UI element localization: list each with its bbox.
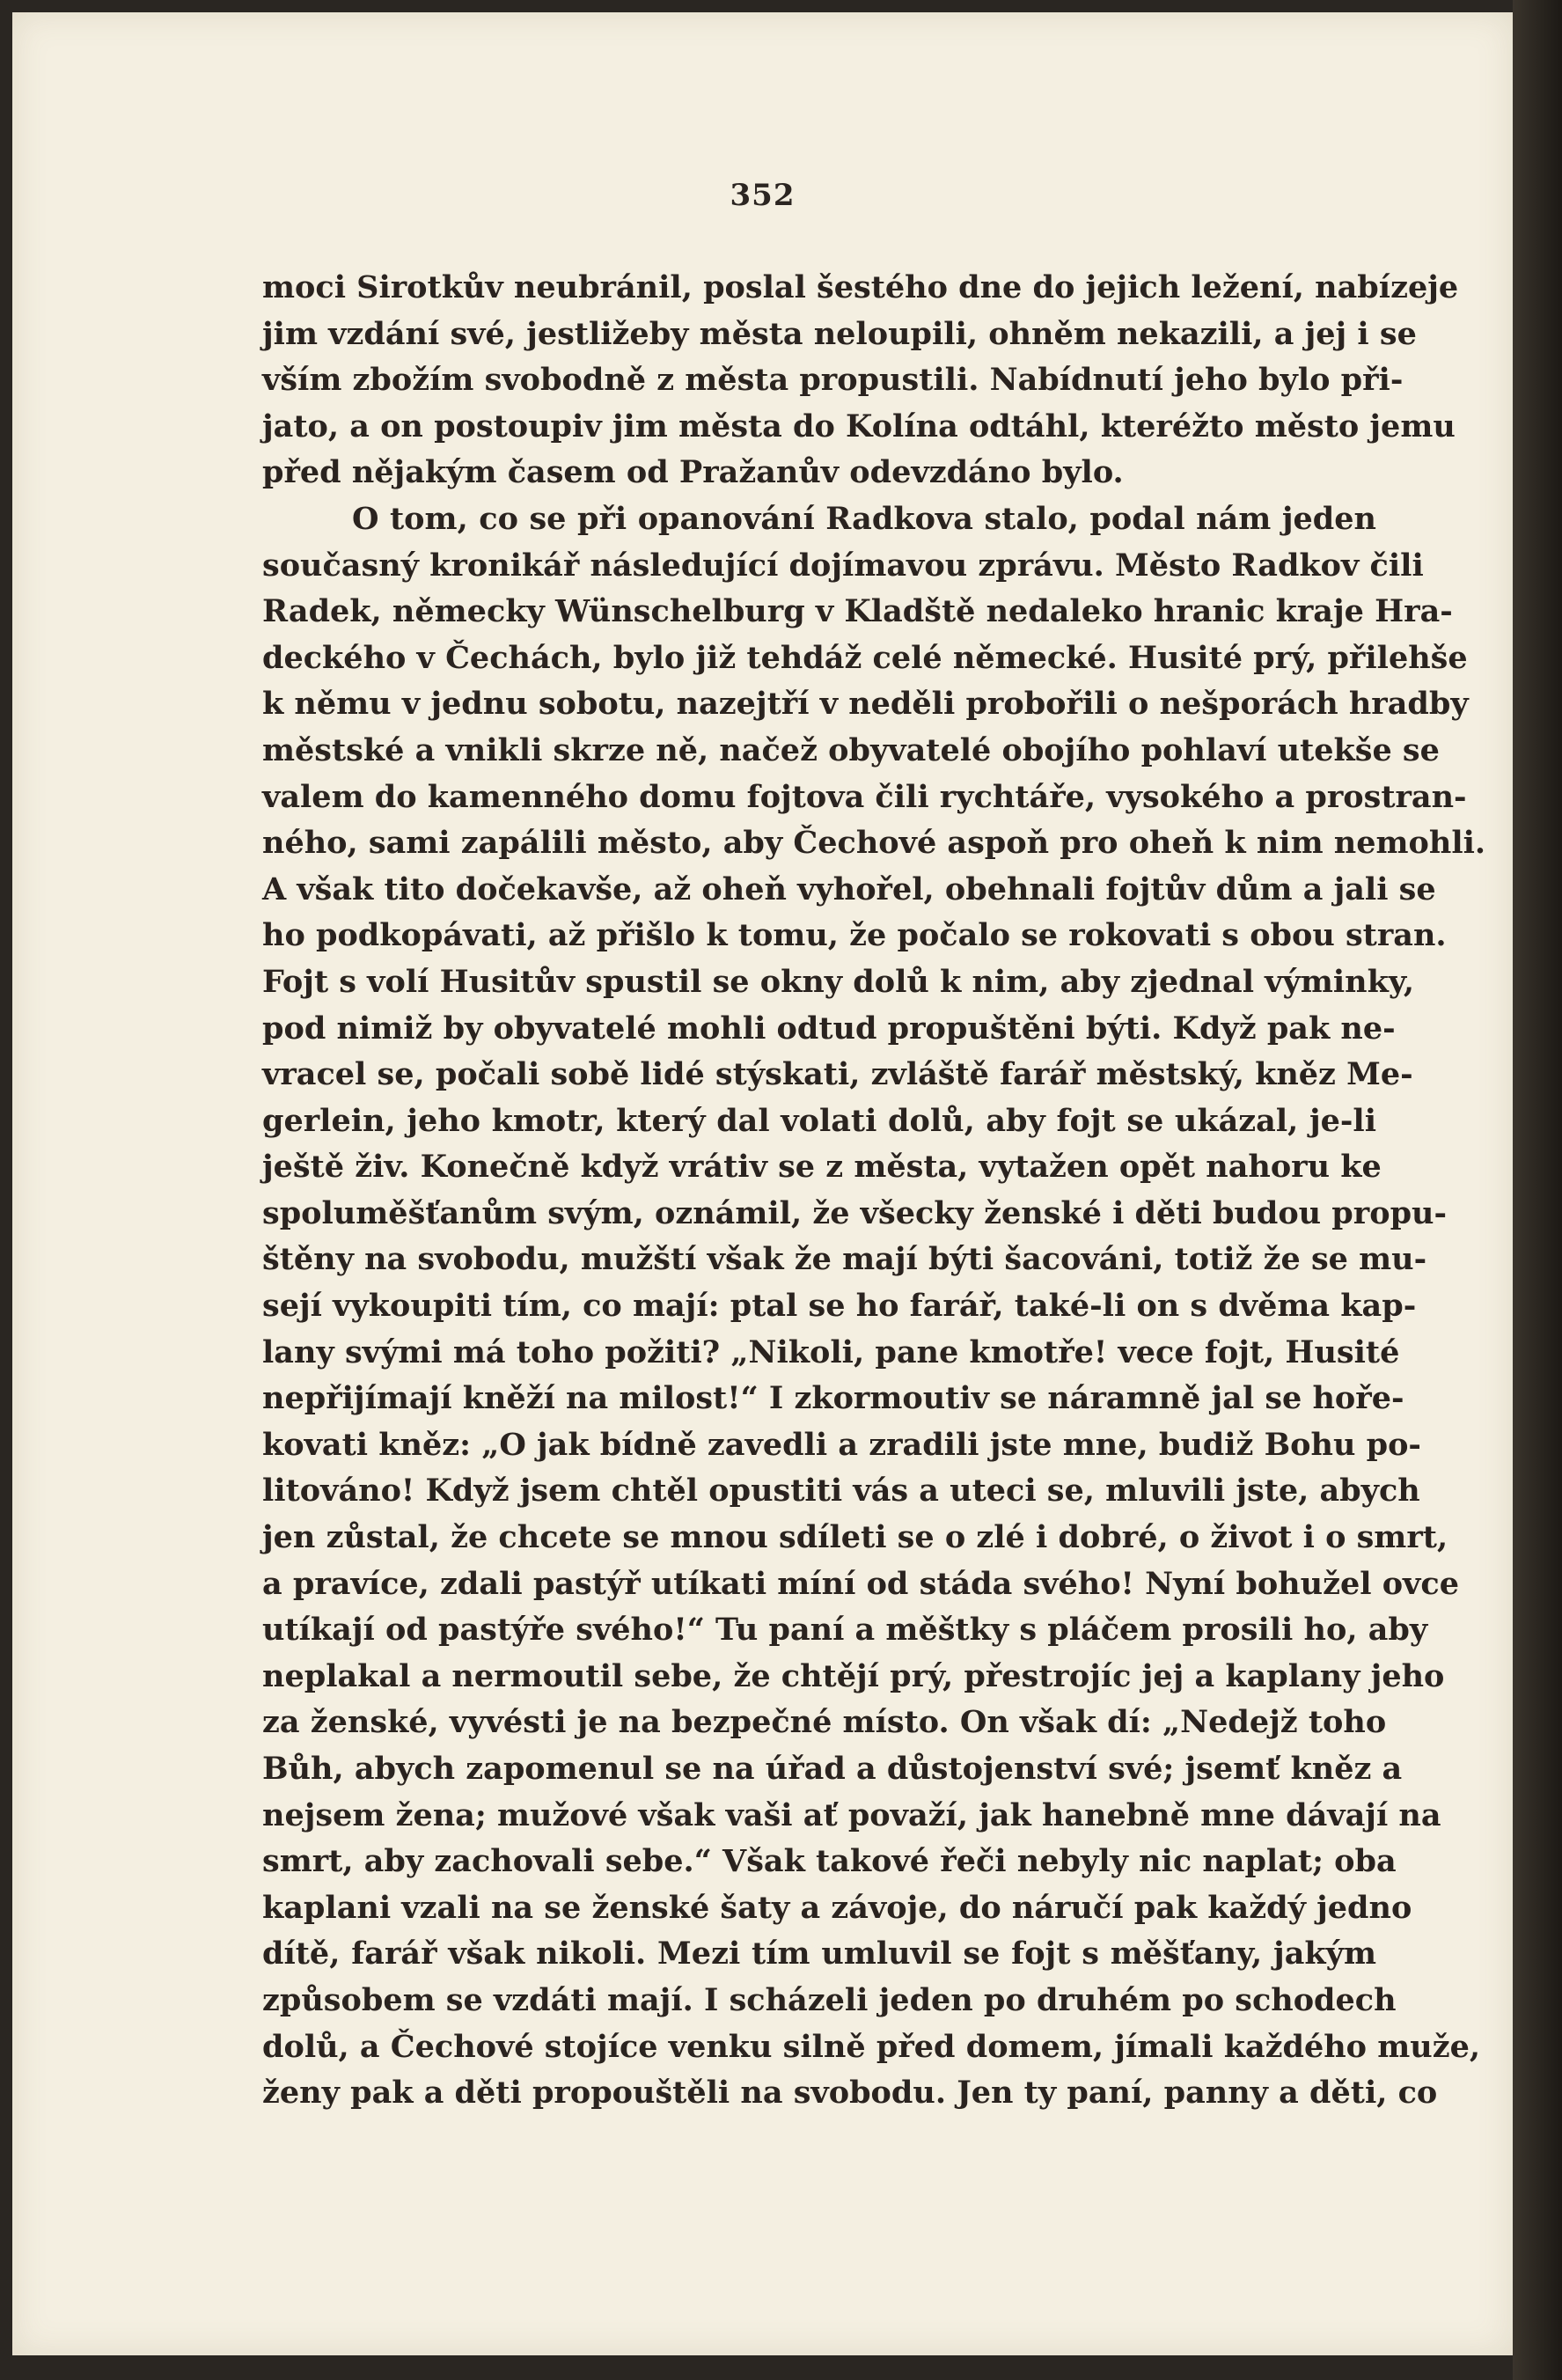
page-number: 352 bbox=[730, 178, 796, 213]
text-line: deckého v Čechách, bylo již tehdáž celé německé. Husité prý, přilehše bbox=[262, 639, 1468, 676]
text-line: kaplani vzali na se ženské šaty a závoje, do náručí pak každý jedno bbox=[262, 1889, 1412, 1926]
text-line: vším zbožím svobodně z města propustili. Nabídnutí jeho bylo při- bbox=[262, 362, 1404, 399]
text-line: Fojt s volí Husitův spustil se okny dolů k nim, aby zjednal výminky, bbox=[262, 963, 1415, 1000]
text-line: utíkají od pastýře svého!“ Tu paní a měštky s pláčem prosili ho, aby bbox=[262, 1612, 1428, 1649]
book-edge-shadow bbox=[1513, 0, 1562, 2380]
text-line: za ženské, vyvésti je na bezpečné místo. On však dí: „Nedejž toho bbox=[262, 1704, 1387, 1741]
text-line: moci Sirotkův neubránil, poslal šestého dne do jejich ležení, nabízeje bbox=[262, 269, 1459, 305]
text-line: sejí vykoupiti tím, co mají: ptal se ho farář, také-li on s dvěma kap- bbox=[262, 1288, 1417, 1325]
text-line: jato, a on postoupiv jim města do Kolína odtáhl, kteréžto město jemu bbox=[262, 408, 1456, 444]
text-line: a pravíce, zdali pastýř utíkati míní od stáda svého! Nyní bohužel ovce bbox=[262, 1565, 1459, 1602]
text-line: pod nimiž by obyvatelé mohli odtud propuštěni býti. Když pak ne- bbox=[262, 1010, 1396, 1047]
text-line: ho podkopávati, až přišlo k tomu, že počalo se rokovati s obou stran. bbox=[262, 917, 1447, 954]
text-line: jim vzdání své, jestližeby města neloupili, ohněm nekazili, a jej i se bbox=[262, 315, 1417, 352]
text-line: způsobem se vzdáti mají. I scházeli jeden po druhém po schodech bbox=[262, 1981, 1397, 2018]
text-line: valem do kamenného domu fojtova čili rychtáře, vysokého a prostran- bbox=[262, 778, 1467, 815]
text-line: městské a vnikli skrze ně, načež obyvatelé obojího pohlaví utekše se bbox=[262, 731, 1440, 768]
text-line: před nějakým časem od Pražanův odevzdáno bylo. bbox=[262, 454, 1124, 491]
text-line: ještě živ. Konečně když vrátiv se z města, vytažen opět nahoru ke bbox=[262, 1149, 1382, 1186]
text-line: současný kronikář následující dojímavou zprávu. Město Radkov čili bbox=[262, 547, 1424, 584]
text-line: spoluměšťanům svým, oznámil, že všecky ženské i děti budou propu- bbox=[262, 1194, 1448, 1231]
text-line: vracel se, počali sobě lidé stýskati, zvláště farář městský, kněz Me- bbox=[262, 1056, 1413, 1093]
text-line: nepřijímají kněží na milost!“ I zkormoutiv se náramně jal se hoře- bbox=[262, 1380, 1404, 1417]
text-line: lany svými má toho požiti? „Nikoli, pane kmotře! vece fojt, Husité bbox=[262, 1333, 1400, 1370]
text-line: smrt, aby zachovali sebe.“ Však takové řeči nebyly nic naplat; oba bbox=[262, 1843, 1397, 1880]
text-line: ného, sami zapálili město, aby Čechové aspoň pro oheň k nim nemohli. bbox=[262, 825, 1486, 862]
text-line: nejsem žena; mužové však vaši ať považí, jak hanebně mne dávají na bbox=[262, 1796, 1441, 1833]
text-line: Bůh, abych zapomenul se na úřad a důstojenství své; jsemť kněz a bbox=[262, 1751, 1403, 1787]
text-line: litováno! Když jsem chtěl opustiti vás a uteci se, mluvili jste, abych bbox=[262, 1473, 1420, 1510]
text-line: Radek, německy Wünschelburg v Kladště nedaleko hranic kraje Hra- bbox=[262, 593, 1453, 630]
text-line: dolů, a Čechové stojíce venku silně před domem, jímali každého muže, bbox=[262, 2028, 1481, 2065]
text-line: dítě, farář však nikoli. Mezi tím umluvil se fojt s měšťany, jakým bbox=[262, 1936, 1376, 1972]
body-text bbox=[262, 265, 1486, 2117]
text-line: neplakal a nermoutil sebe, že chtějí prý, přestrojíc jej a kaplany jeho bbox=[262, 1657, 1445, 1694]
text-line: kovati kněz: „O jak bídně zavedli a zradili jste mne, budiž Bohu po- bbox=[262, 1426, 1421, 1463]
text-line: jen zůstal, že chcete se mnou sdíleti se o zlé i dobré, o život i o smrt, bbox=[262, 1519, 1448, 1556]
text-line: A však tito dočekavše, až oheň vyhořel, obehnali fojtův dům a jali se bbox=[262, 870, 1436, 907]
text-line: O tom, co se při opanování Radkova stalo, podal nám jeden bbox=[352, 500, 1376, 537]
text-line: k němu v jednu sobotu, nazejtří v neděli probořili o nešporách hradby bbox=[262, 686, 1469, 723]
text-line: ženy pak a děti propouštěli na svobodu. Jen ty paní, panny a děti, co bbox=[262, 2075, 1438, 2112]
book-page bbox=[12, 12, 1513, 2355]
text-line: gerlein, jeho kmotr, který dal volati dolů, aby fojt se ukázal, je-li bbox=[262, 1102, 1376, 1139]
text-line: štěny na svobodu, mužští však že mají býti šacováni, totiž že se mu- bbox=[262, 1241, 1427, 1278]
